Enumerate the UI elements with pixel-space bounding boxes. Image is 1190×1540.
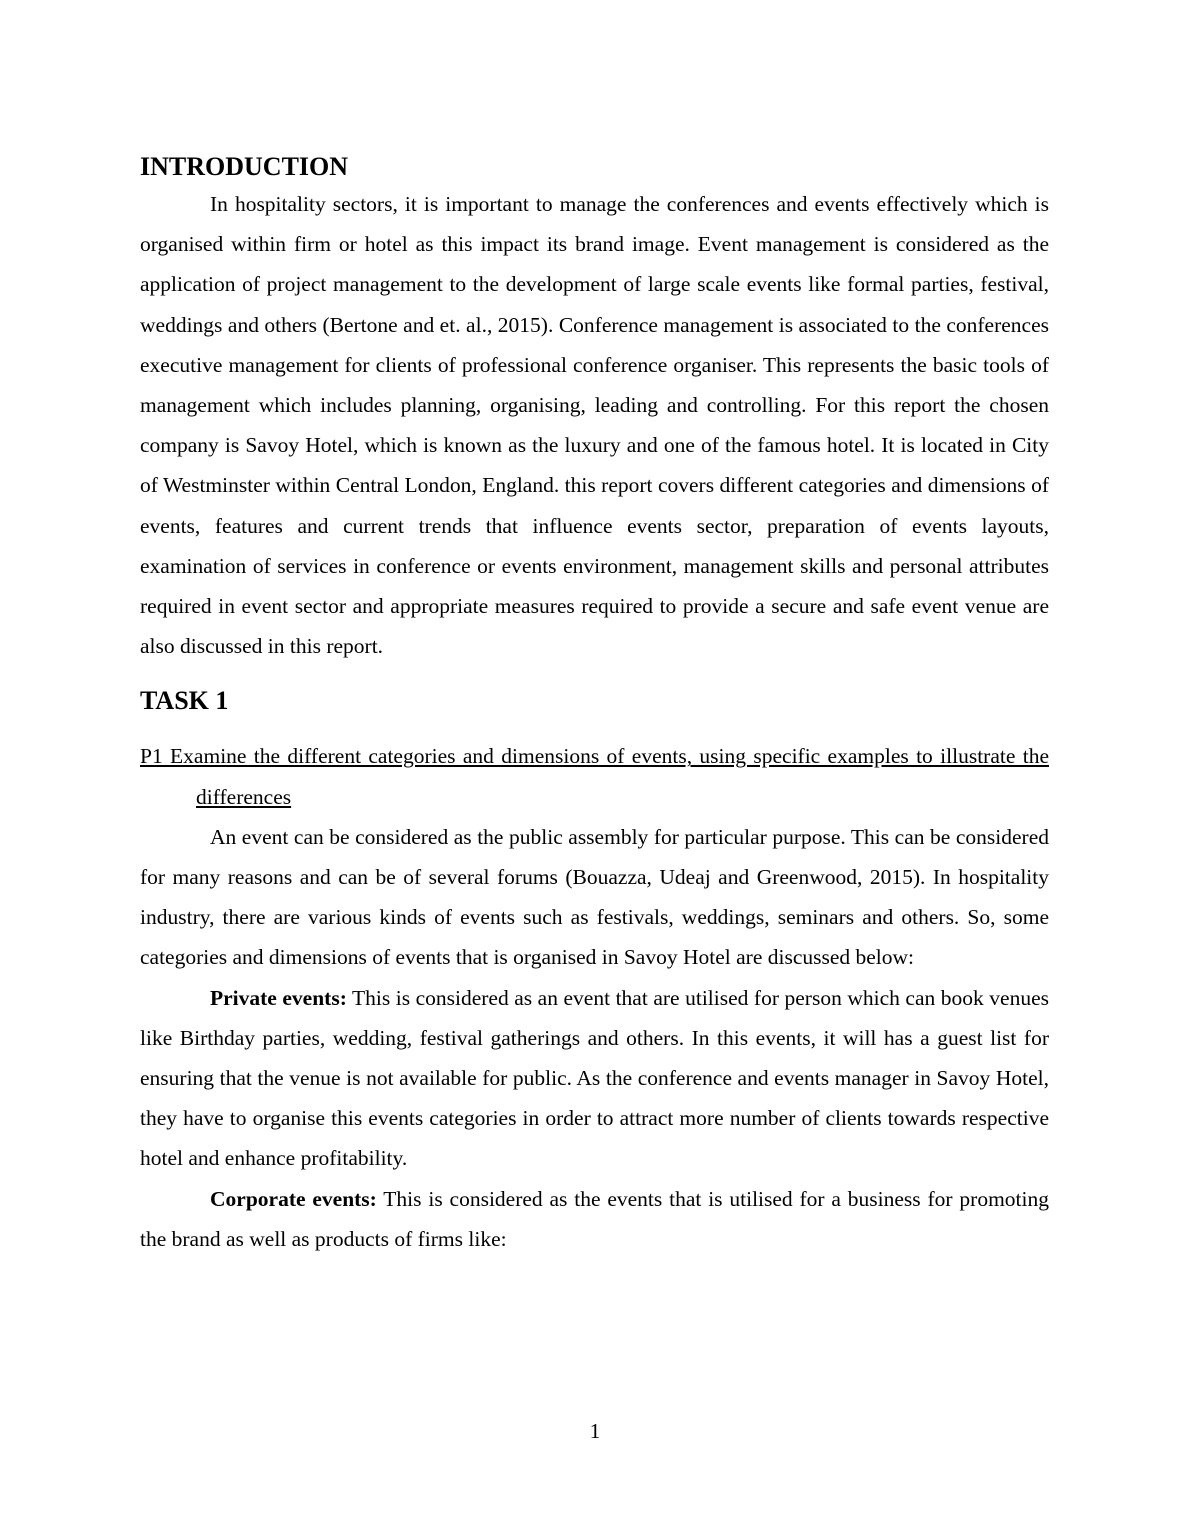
document-page — [140, 150, 1049, 1259]
corporate-events-label: Corporate events: — [210, 1186, 377, 1211]
private-events-paragraph — [140, 978, 1049, 1179]
page-number: 1 — [589, 1419, 601, 1443]
p1-subheading: P1 Examine the different categories and dimensions of events, using specific examples to illustrate the differences — [140, 744, 1049, 809]
introduction-paragraph: In hospitality sectors, it is important to manage the conferences and events effectively which is organised within firm or hotel as this impact its brand image. Event management is considered as the application of project management to the development of large scale events like formal parties, festival, weddings and others (Bertone and et. al., 2015). Conference management is associated to the conferences executive management for clients of professional conference organiser. This represents the basic tools of management which includes planning, organising, leading and controlling. For this report the chosen company is Savoy Hotel, which is known as the luxury and one of the famous hotel. It is located in City of Westminster within Central London, England. this report covers different categories and dimensions of events, features and current trends that influence events sector, preparation of events layouts, examination of services in conference or events environment, management skills and personal attributes required in event sector and appropriate measures required to provide a secure and safe event venue are also discussed in this report. — [140, 192, 1049, 659]
introduction-heading: INTRODUCTION — [140, 152, 349, 181]
private-events-label: Private events: — [210, 985, 347, 1010]
corporate-events-paragraph — [140, 1179, 1049, 1259]
events-intro-paragraph: An event can be considered as the public assembly for particular purpose. This can be considered for many reasons and can be of several forums (Bouazza, Udeaj and Greenwood, 2015). In hospitality industry, there are various kinds of events such as festivals, weddings, seminars and others. So, some categories and dimensions of events that is organised in Savoy Hotel are discussed below: — [140, 824, 1049, 970]
corporate-events-text: This is considered as the events that is utilised for a business for promoting the brand as well as products of firms like: — [140, 1186, 1049, 1251]
private-events-text: This is considered as an event that are utilised for person which can book venues like Birthday parties, wedding, festival gatherings and others. In this events, it will has a guest list for ensuring that the venue is not available for public. As the conference and events manager in Savoy Hotel, they have to organise this events categories in order to attract more number of clients towards respective hotel and enhance profitability. — [140, 985, 1049, 1171]
task-1-heading: TASK 1 — [140, 686, 229, 716]
